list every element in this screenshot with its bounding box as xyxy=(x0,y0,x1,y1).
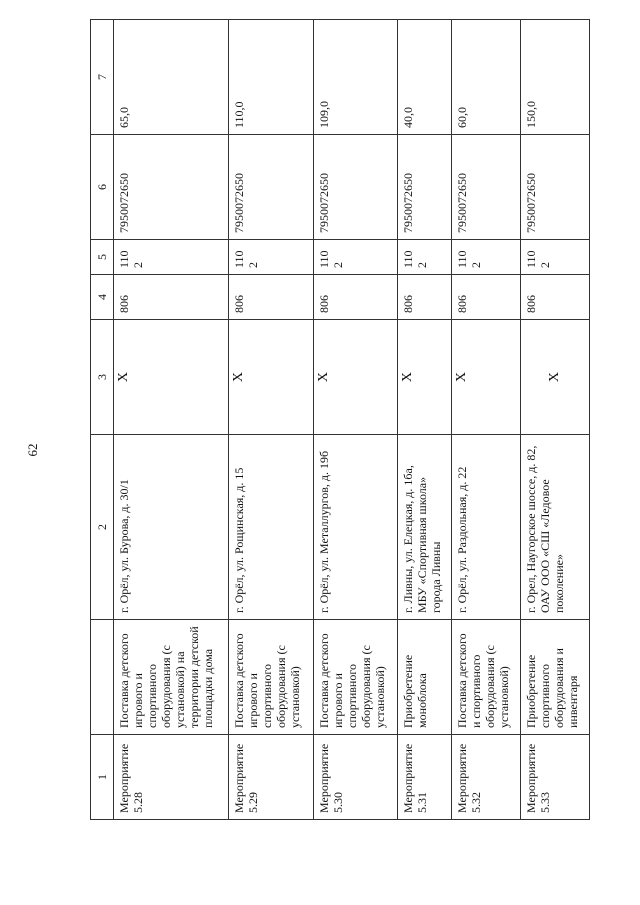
col5-cell: 1102 xyxy=(313,240,397,275)
col5-cell: 1102 xyxy=(114,240,229,275)
col6-cell: 7950072650 xyxy=(451,135,520,240)
address-cell: г. Ливны, ул. Елецкая, д. 1ба, МБУ «Спортивная школа» города Ливны xyxy=(398,435,452,620)
name-cell: Поставка детского игрового и спортивного оборудования (с установкой) xyxy=(229,620,313,735)
name-cell: Приобретение спортивного оборудования и инвентаря xyxy=(520,620,589,735)
table-row xyxy=(313,20,397,820)
table-row xyxy=(520,20,589,820)
col4-cell: 806 xyxy=(398,275,452,320)
name-cell: Поставка детского и спортивного оборудования (с установкой) xyxy=(451,620,520,735)
name-cell: Поставка детского игрового и спортивного оборудования (с установкой) на территории детской площадки дома xyxy=(114,620,229,735)
col6-cell: 7950072650 xyxy=(520,135,589,240)
name-cell: Поставка детского игрового и спортивного оборудования (с установкой) xyxy=(313,620,397,735)
col7-cell: 150,0 xyxy=(520,20,589,135)
col7-cell: 40,0 xyxy=(398,20,452,135)
header-cell: 2 xyxy=(91,435,114,620)
header-cell: 4 xyxy=(91,275,114,320)
budget-table xyxy=(90,19,590,820)
table-row xyxy=(451,20,520,820)
header-cell: 1 xyxy=(91,735,114,820)
rotated-table-container xyxy=(90,20,590,820)
col7-cell: 65,0 xyxy=(114,20,229,135)
address-cell: г. Орёл, ул. Бурова, д. 30/1 xyxy=(114,435,229,620)
col7-cell: 110,0 xyxy=(229,20,313,135)
address-cell: г. Орел, Наугорское шоссе, д. 82, ОАУ ООО «СШ «Ледовое поколение» xyxy=(520,435,589,620)
col5-cell: 1102 xyxy=(520,240,589,275)
header-cell: 5 xyxy=(91,240,114,275)
header-cell xyxy=(91,620,114,735)
address-cell: г. Орёл, ул. Раздольная, д. 22 xyxy=(451,435,520,620)
col5-cell: 1102 xyxy=(451,240,520,275)
address-cell: г. Орёл, ул. Металлургов, д. 19б xyxy=(313,435,397,620)
event-cell: Мероприятие 5.28 xyxy=(114,735,229,820)
col4-cell: 806 xyxy=(451,275,520,320)
table-header-row xyxy=(91,20,114,820)
table-row xyxy=(229,20,313,820)
col4-cell: 806 xyxy=(313,275,397,320)
event-cell: Мероприятие 5.30 xyxy=(313,735,397,820)
col6-cell: 7950072650 xyxy=(398,135,452,240)
name-cell: Приобретение моноблока xyxy=(398,620,452,735)
page-number: 62 xyxy=(25,443,40,457)
col3-cell: X xyxy=(114,320,229,435)
col3-cell: X xyxy=(313,320,397,435)
col4-cell: 806 xyxy=(229,275,313,320)
col3-cell: X xyxy=(229,320,313,435)
table-row xyxy=(114,20,229,820)
col4-cell: 806 xyxy=(520,275,589,320)
col3-cell: X xyxy=(451,320,520,435)
event-cell: Мероприятие 5.29 xyxy=(229,735,313,820)
col6-cell: 7950072650 xyxy=(229,135,313,240)
event-cell: Мероприятие 5.32 xyxy=(451,735,520,820)
col6-cell: 7950072650 xyxy=(313,135,397,240)
col4-cell: 806 xyxy=(114,275,229,320)
col7-cell: 60,0 xyxy=(451,20,520,135)
col3-cell: X xyxy=(520,320,589,435)
event-cell: Мероприятие 5.31 xyxy=(398,735,452,820)
address-cell: г. Орёл, ул. Рощинская, д. 15 xyxy=(229,435,313,620)
header-cell: 3 xyxy=(91,320,114,435)
header-cell: 7 xyxy=(91,20,114,135)
col5-cell: 1102 xyxy=(398,240,452,275)
col3-cell: X xyxy=(398,320,452,435)
col7-cell: 109,0 xyxy=(313,20,397,135)
header-cell: 6 xyxy=(91,135,114,240)
col5-cell: 1102 xyxy=(229,240,313,275)
table-row xyxy=(398,20,452,820)
event-cell: Мероприятие 5.33 xyxy=(520,735,589,820)
col6-cell: 7950072650 xyxy=(114,135,229,240)
